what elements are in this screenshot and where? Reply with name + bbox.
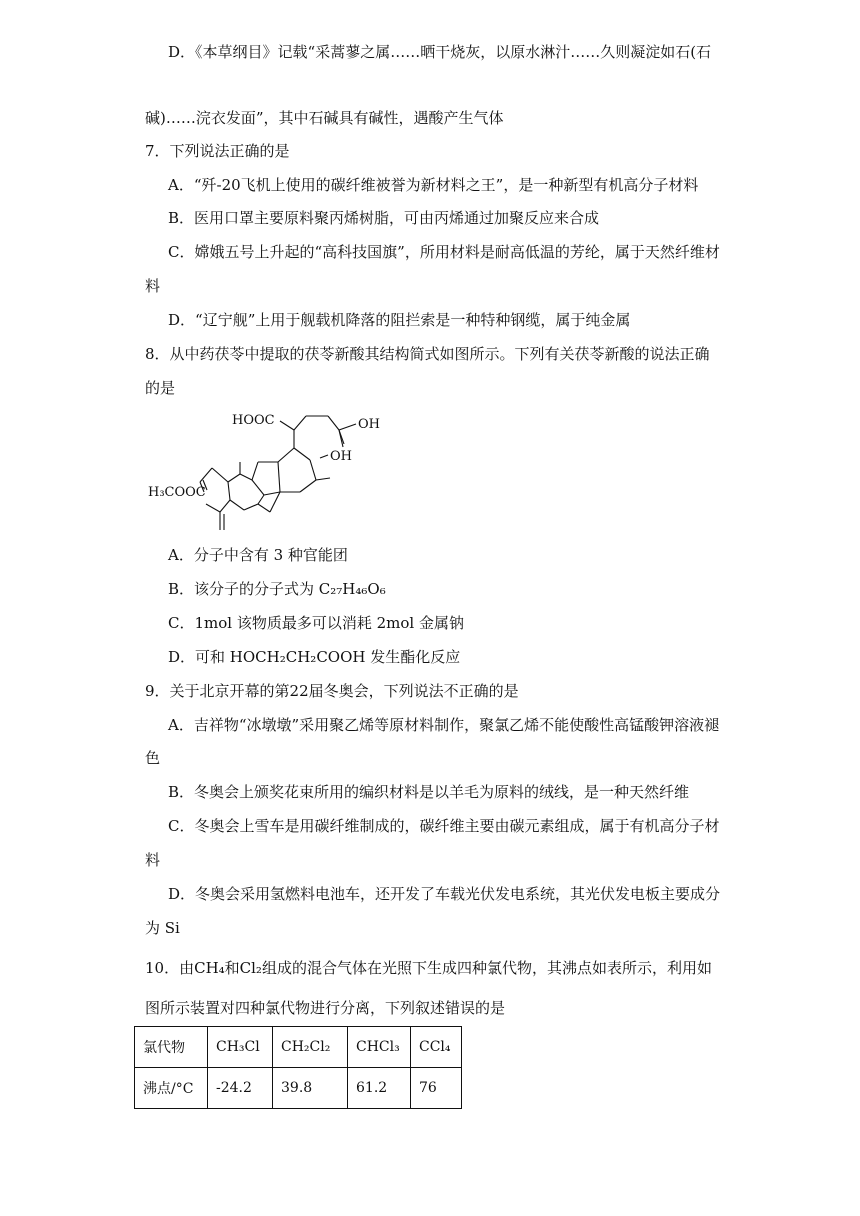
table-cell: CH₂Cl₂ [273, 1027, 348, 1068]
q8-stem-line1: 8．从中药茯苓中提取的茯苓新酸其结构简式如图所示。下列有关茯苓新酸的说法正确 [145, 345, 710, 363]
q6-option-d-line1: D．《本草纲目》记载“采蒿蓼之属……晒干烧灰，以原水淋汁……久则凝淀如石(石 [168, 43, 712, 61]
q8-option-c: C．1mol 该物质最多可以消耗 2mol 金属钠 [168, 614, 464, 632]
label-oh-mid: OH [330, 449, 352, 464]
q7-option-b: B．医用口罩主要原料聚丙烯树脂，可由丙烯通过加聚反应来合成 [168, 209, 600, 227]
q7-option-d: D．“辽宁舰”上用于舰载机降落的阻拦索是一种特种钢缆，属于纯金属 [168, 311, 631, 329]
label-oh-top: OH [358, 417, 380, 432]
table-cell: -24.2 [208, 1068, 273, 1109]
q9-option-b: B．冬奥会上颁奖花束所用的编织材料是以羊毛为原料的绒线，是一种天然纤维 [168, 783, 690, 801]
q7-option-c-line1: C．嫦娥五号上升起的“高科技国旗”，所用材料是耐高低温的芳纶，属于天然纤维材 [168, 243, 720, 261]
q7-option-a: A．“歼-20飞机上使用的碳纤维被誉为新材料之王”，是一种新型有机高分子材料 [168, 176, 699, 194]
q8-stem-line2: 的是 [145, 379, 176, 397]
q6-option-d-line2: 碱)……浣衣发面”，其中石碱具有碱性，遇酸产生气体 [145, 109, 504, 127]
q8-option-b-text: B．该分子的分子式为 [168, 580, 319, 598]
table-cell: 沸点/°C [135, 1068, 208, 1109]
label-hooc: HOOC [232, 413, 275, 428]
q8-option-b-formula: C₂₇H₄₆O₆ [318, 580, 386, 598]
table-cell: 76 [411, 1068, 462, 1109]
q9-stem: 9．关于北京开幕的第22届冬奥会，下列说法不正确的是 [145, 682, 519, 700]
table-cell: 61.2 [348, 1068, 411, 1109]
table-row [135, 1068, 462, 1109]
boiling-point-table [134, 1026, 462, 1109]
table-cell: 39.8 [273, 1068, 348, 1109]
q9-option-d-line1: D．冬奥会采用氢燃料电池车，还开发了车载光伏发电系统，其光伏发电板主要成分 [168, 885, 721, 903]
q8-option-d-formula: HOCH₂CH₂COOH [229, 648, 366, 666]
q10-stem-line1: 10．由CH₄和Cl₂组成的混合气体在光照下生成四种氯代物，其沸点如表所示，利用如 [145, 959, 712, 977]
q9-option-c-line1: C．冬奥会上雪车是用碳纤维制成的，碳纤维主要由碳元素组成，属于有机高分子材 [168, 817, 720, 835]
table-cell: 氯代物 [135, 1027, 208, 1068]
q9-option-a-line2: 色 [145, 749, 161, 767]
q7-option-c-line2: 料 [145, 277, 161, 295]
q9-option-c-line2: 料 [145, 851, 161, 869]
q8-option-b [168, 579, 386, 599]
q7-stem: 7．下列说法正确的是 [145, 142, 290, 160]
table-cell: CHCl₃ [348, 1027, 411, 1068]
q8-option-d-prefix: D．可和 [168, 648, 230, 666]
q10-stem-line2: 图所示装置对四种氯代物进行分离，下列叙述错误的是 [145, 999, 506, 1017]
table-cell: CH₃Cl [208, 1027, 273, 1068]
label-ester: H₃COOC [148, 485, 206, 500]
q9-option-a-line1: A．吉祥物“冰墩墩”采用聚乙烯等原材料制作，聚氯乙烯不能使酸性高锰酸钾溶液褪 [168, 716, 720, 734]
q9-option-d-line2: 为 Si [145, 919, 180, 937]
q8-option-a: A．分子中含有 3 种官能团 [168, 546, 348, 564]
q8-option-d [168, 647, 460, 667]
molecule-structure-diagram [140, 400, 400, 535]
table-cell: CCl₄ [411, 1027, 462, 1068]
table-header-row [135, 1027, 462, 1068]
q8-option-d-suffix: 发生酯化反应 [365, 648, 461, 666]
